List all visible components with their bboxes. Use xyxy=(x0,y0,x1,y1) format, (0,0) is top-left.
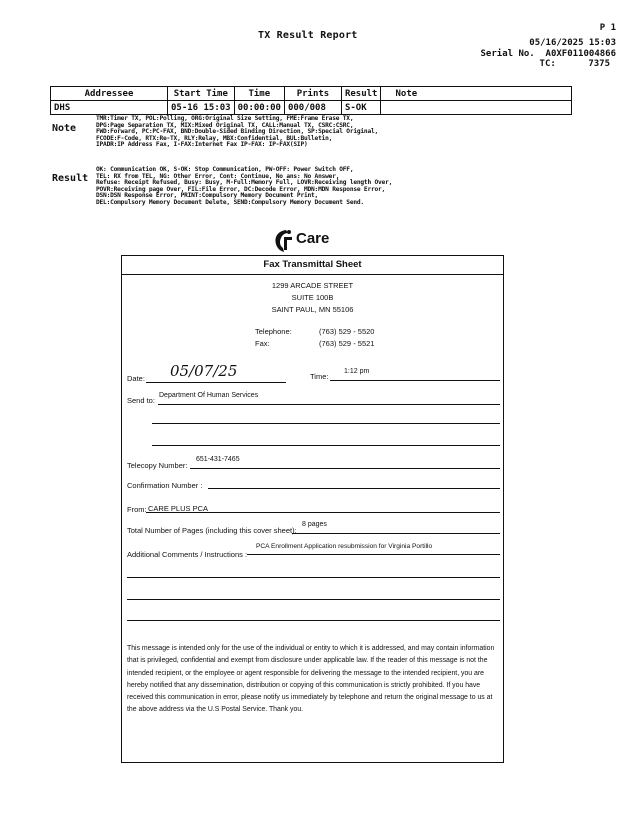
result-line: Refuse: Receipt Refused, Busy: Busy, M-Full:Memory Full, LOVR:Receiving length Over, xyxy=(96,179,393,187)
result-line: DEL:Compulsory Memory Document Delete, SEND:Compulsory Memory Document Send. xyxy=(96,198,364,206)
cell-start-time: 05-16 15:03 xyxy=(168,101,235,115)
page-indicator: P 1 xyxy=(599,23,616,33)
col-prints: Prints xyxy=(284,87,341,101)
result-line: TEL: RX from TEL, NG: Other Error, Cont: Continue, No ans: No Answer, xyxy=(96,172,340,180)
note-legend xyxy=(96,116,516,149)
comments-value: PCA Enrollment Application resubmission for Virginia Portillo xyxy=(256,543,433,550)
note-line: TMR:Timer TX, POL:Polling, ORG:Original Size Setting, FME:Frame Erase TX, xyxy=(96,115,354,122)
col-addressee: Addressee xyxy=(51,87,168,101)
result-line: POVR:Receiving page Over, FIL:File Error, DC:Decode Error, MDN:MDN Response Error, xyxy=(96,185,386,193)
time-label: Time: xyxy=(310,372,329,381)
from-value: CARE PLUS PCA xyxy=(148,504,209,513)
cell-result: S-OK xyxy=(341,101,381,115)
address-line-2: SUITE 100B xyxy=(291,293,334,302)
cell-prints: 000/008 xyxy=(284,101,341,115)
date-value: 05/07/25 xyxy=(170,362,238,380)
confidentiality-disclaimer: This message is intended only for the use of the individual or entity to which it is addressed, and may contain information that is privileged, confidential and exempt from disclosure under applicable law. If the reader of this message is not the intended recipient, or the employee or agent responsible for delivering the message to the intended recipient, you are hereby notified that any dissemination, distribution or copying of this communication is strictly prohibited. If you have received this communication in error, please notify us immediately by telephone and return the original message to us at the above address via the U.S Postal Service. Thank you. xyxy=(127,645,495,714)
result-line: DSN:DSN Response Error, PRINT:Compulsory Memory Document Print, xyxy=(96,192,319,200)
col-result: Result xyxy=(341,87,381,101)
result-label: Result xyxy=(52,173,89,184)
fax-label: Fax: xyxy=(255,339,270,348)
care-logo-icon xyxy=(272,228,294,254)
send-to-label: Send to: xyxy=(127,396,155,405)
send-to-value: Department Of Human Services xyxy=(159,392,259,399)
confirmation-label: Confirmation Number : xyxy=(127,481,203,490)
tc-value: 7375 xyxy=(588,59,610,69)
cell-time: 00:00:00 xyxy=(234,101,284,115)
pages-label: Total Number of Pages (including this cover sheet): xyxy=(127,526,297,535)
sheet-title: Fax Transmittal Sheet xyxy=(122,256,503,275)
serial-row xyxy=(450,49,616,59)
fax-value: (763) 529 - 5521 xyxy=(319,339,375,348)
from-label: From: xyxy=(127,505,147,514)
col-start-time: Start Time xyxy=(168,87,235,101)
telecopy-value: 651-431-7465 xyxy=(196,456,240,463)
address-line-1: 1299 ARCADE STREET xyxy=(271,281,354,290)
pages-value: 8 pages xyxy=(302,521,327,528)
telecopy-label: Telecopy Number: xyxy=(127,461,188,470)
result-legend xyxy=(96,167,526,207)
cell-note xyxy=(381,101,572,115)
fax-transmittal-sheet xyxy=(121,255,504,763)
tc-row xyxy=(470,59,610,69)
address-line-3: SAINT PAUL, MN 55106 xyxy=(271,305,354,314)
logo-text: Care xyxy=(296,230,330,247)
comments-label: Additional Comments / Instructions : xyxy=(127,550,248,559)
table-row xyxy=(51,101,572,115)
serial-value: A0XF011004866 xyxy=(545,49,616,59)
telephone-label: Telephone: xyxy=(255,327,292,336)
serial-label: Serial No. xyxy=(480,49,535,59)
note-line: FWD:Forward, PC:PC-FAX, BND:Double-Sided Binding Direction, SP:Special Original, xyxy=(96,128,379,136)
report-title: TX Result Report xyxy=(258,30,358,41)
note-line: IPADR:IP Address Fax, I-FAX:Internet Fax IP-FAX: IP-FAX(SIP) xyxy=(96,141,308,149)
note-line: FCODE:F-Code, RTX:Re-TX, RLY:Relay, MBX:Confidential, BUL:Bulletin, xyxy=(96,134,333,142)
telephone-value: (763) 529 - 5520 xyxy=(319,327,375,336)
result-line: OK: Communication OK, S-OK: Stop Communication, PW-OFF: Power Switch OFF, xyxy=(96,166,354,173)
col-note: Note xyxy=(381,87,572,101)
report-date-time: 05/16/2025 15:03 xyxy=(529,38,616,48)
table-header-row xyxy=(51,87,572,101)
note-label: Note xyxy=(52,123,77,134)
time-value: 1:12 pm xyxy=(344,368,370,375)
tx-result-table xyxy=(50,86,572,115)
col-time: Time xyxy=(234,87,284,101)
note-line: DPG:Page Separation TX, MIX:Mixed Original TX, CALL:Manual TX, CSRC:CSRC, xyxy=(96,121,354,129)
cell-addressee: DHS xyxy=(51,101,168,115)
date-label: Date: xyxy=(127,374,145,383)
tc-label: TC: xyxy=(539,59,556,69)
